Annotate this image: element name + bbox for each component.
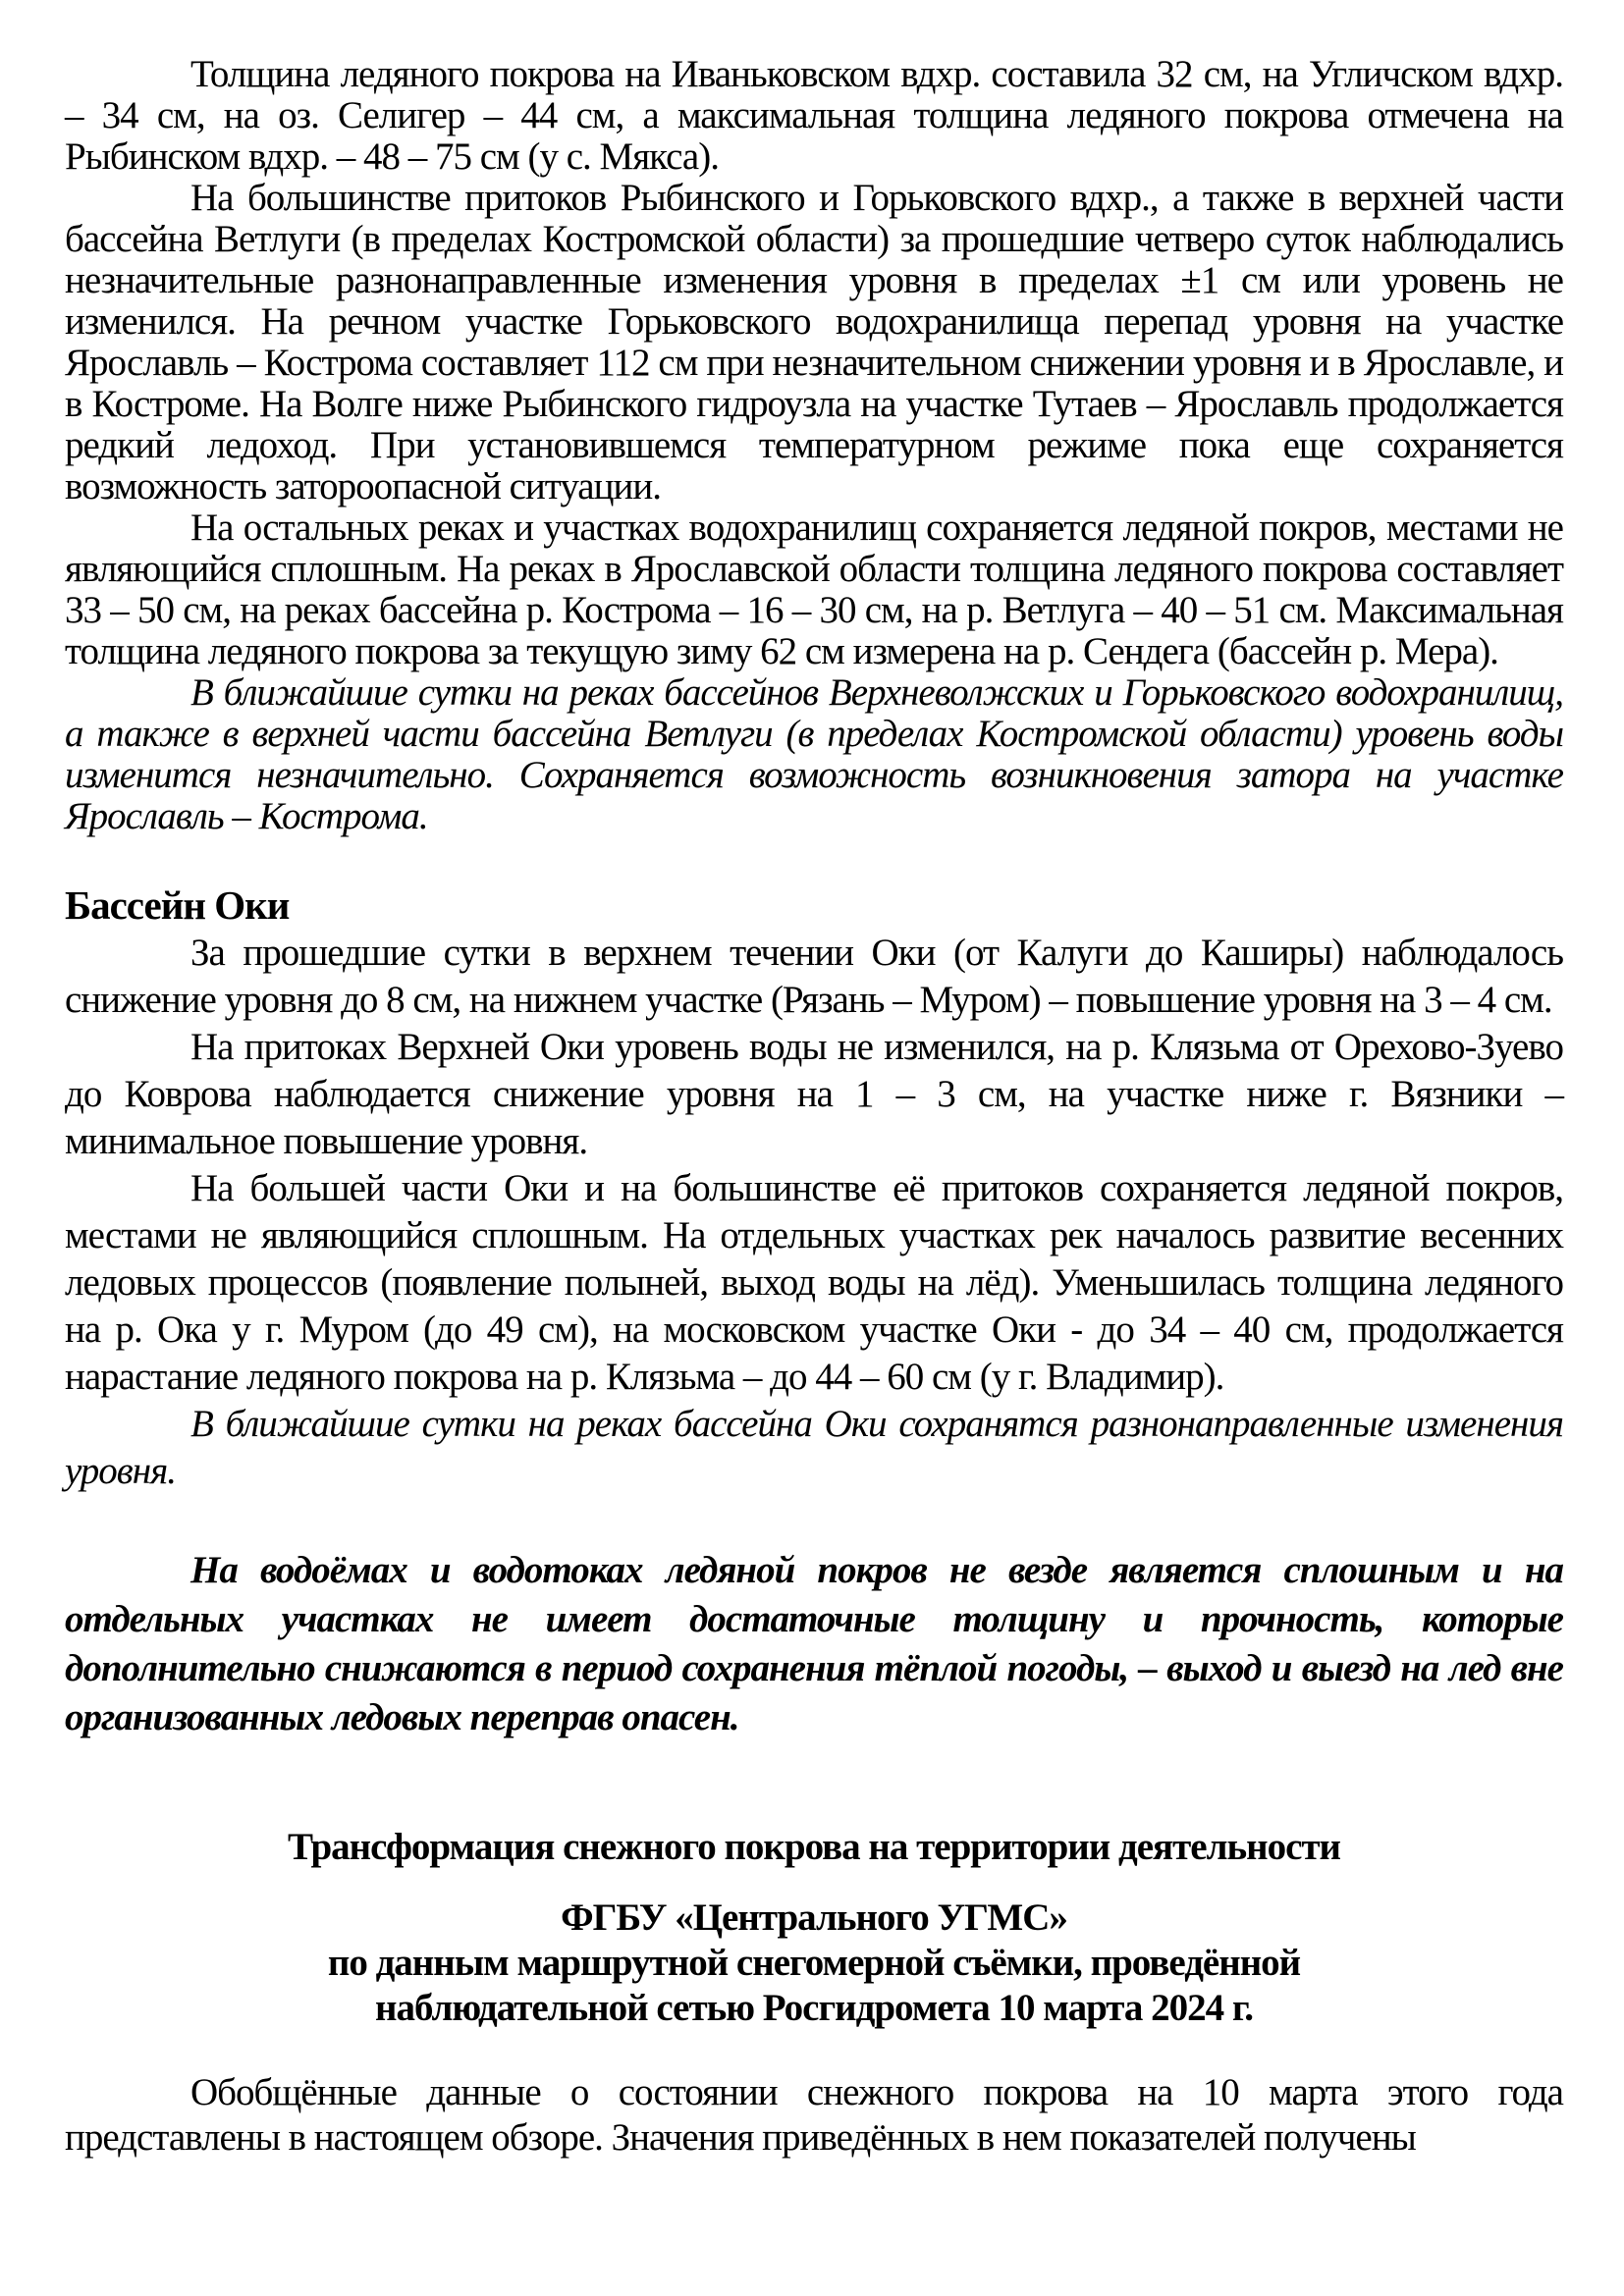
paragraph-ice-danger-warning: На водоёмах и водотоках ледяной покров не везде является сплошным и на отдельных участках не имеет достаточные толщину и прочность, которые дополнительно снижаются в период сохранения тёплой погоды, – выход и выезд на лед вне организованных ледовых переправ опасен.	[65, 1549, 1563, 1738]
heading-oka-basin: Бассейн Оки	[65, 882, 290, 928]
paragraph-ice-thickness-volga: Толщина ледяного покрова на Иваньковском вдхр. составила 32 см, на Угличском вдхр. – 34 см, на оз. Селигер – 44 см, а максимальная толщина ледяного покрова отмечена на Рыбинском вдхр. – 48 – 75 см (у с. Мякса).	[65, 53, 1563, 178]
paragraph-forecast-volga: В ближайшие сутки на реках бассейнов Верхневолжских и Горьковского водохранилищ, а также в верхней части бассейна Ветлуги (в пределах Костромской области) уровень воды изменится незначительно. Сохраняется возможность возникновения затора на участке Ярославль – Кострома.	[65, 671, 1563, 837]
heading-snow-org: ФГБУ «Центрального УГМС»	[561, 1896, 1067, 1939]
heading-snow-survey-network-date: наблюдательной сетью Росгидромета 10 марта 2024 г.	[375, 1987, 1253, 2029]
paragraph-oka-tributaries: На притоках Верхней Оки уровень воды не изменился, на р. Клязьма от Орехово-Зуево до Коврова наблюдается снижение уровня на 1 – 3 см, на участке ниже г. Вязники – минимальное повышение уровня.	[65, 1026, 1563, 1162]
paragraph-oka-levels: За прошедшие сутки в верхнем течении Оки (от Калуги до Каширы) наблюдалось снижение уровня до 8 см, на нижнем участке (Рязань – Муром) – повышение уровня на 3 – 4 см.	[65, 932, 1563, 1021]
paragraph-oka-ice-cover: На большей части Оки и на большинстве её притоков сохраняется ледяной покров, местами не являющийся сплошным. На отдельных участках рек началось развитие весенних ледовых процессов (появление полыней, выход воды на лёд). Уменьшилась толщина ледяного на р. Ока у г. Муром (до 49 см), на московском участке Оки - до 34 – 40 см, продолжается нарастание ледяного покрова на р. Клязьма – до 44 – 60 см (у г. Владимир).	[65, 1167, 1563, 1398]
paragraph-forecast-oka: В ближайшие сутки на реках бассейна Оки сохранятся разнонаправленные изменения уровня.	[65, 1403, 1563, 1492]
heading-snow-survey-method: по данным маршрутной снегомерной съёмки, проведённой	[327, 1942, 1301, 1984]
paragraph-other-rivers-ice: На остальных реках и участках водохранилищ сохраняется ледяной покров, местами не являющийся сплошным. На реках в Ярославской области толщина ледяного покрова составляет 33 – 50 см, на реках бассейна р. Кострома – 16 – 30 см, на р. Ветлуга – 40 – 51 см. Максимальная толщина ледяного покрова за текущую зиму 62 см измерена на р. Сендега (бассейн р. Мера).	[65, 507, 1563, 672]
paragraph-snow-summary: Обобщённые данные о состоянии снежного покрова на 10 марта этого года представлены в настоящем обзоре. Значения приведённых в нем показателей получены	[65, 2071, 1563, 2159]
paragraph-rybinsk-gorky-tributaries: На большинстве притоков Рыбинского и Горьковского вдхр., а также в верхней части бассейна Ветлуги (в пределах Костромской области) за прошедшие четверо суток наблюдались незначительные разнонаправленные изменения уровня в пределах ±1 см или уровень не изменился. На речном участке Горьковского водохранилища перепад уровня на участке Ярославль – Кострома составляет 112 см при незначительном снижении уровня и в Ярославле, и в Костроме. На Волге ниже Рыбинского гидроузла на участке Тутаев – Ярославль продолжается редкий ледоход. При установившемся температурном режиме пока еще сохраняется возможность затороопасной ситуации.	[65, 177, 1563, 507]
heading-snow-transformation-title: Трансформация снежного покрова на территории деятельности	[287, 1826, 1341, 1868]
heading-snow-survey-block	[65, 1896, 1563, 2031]
